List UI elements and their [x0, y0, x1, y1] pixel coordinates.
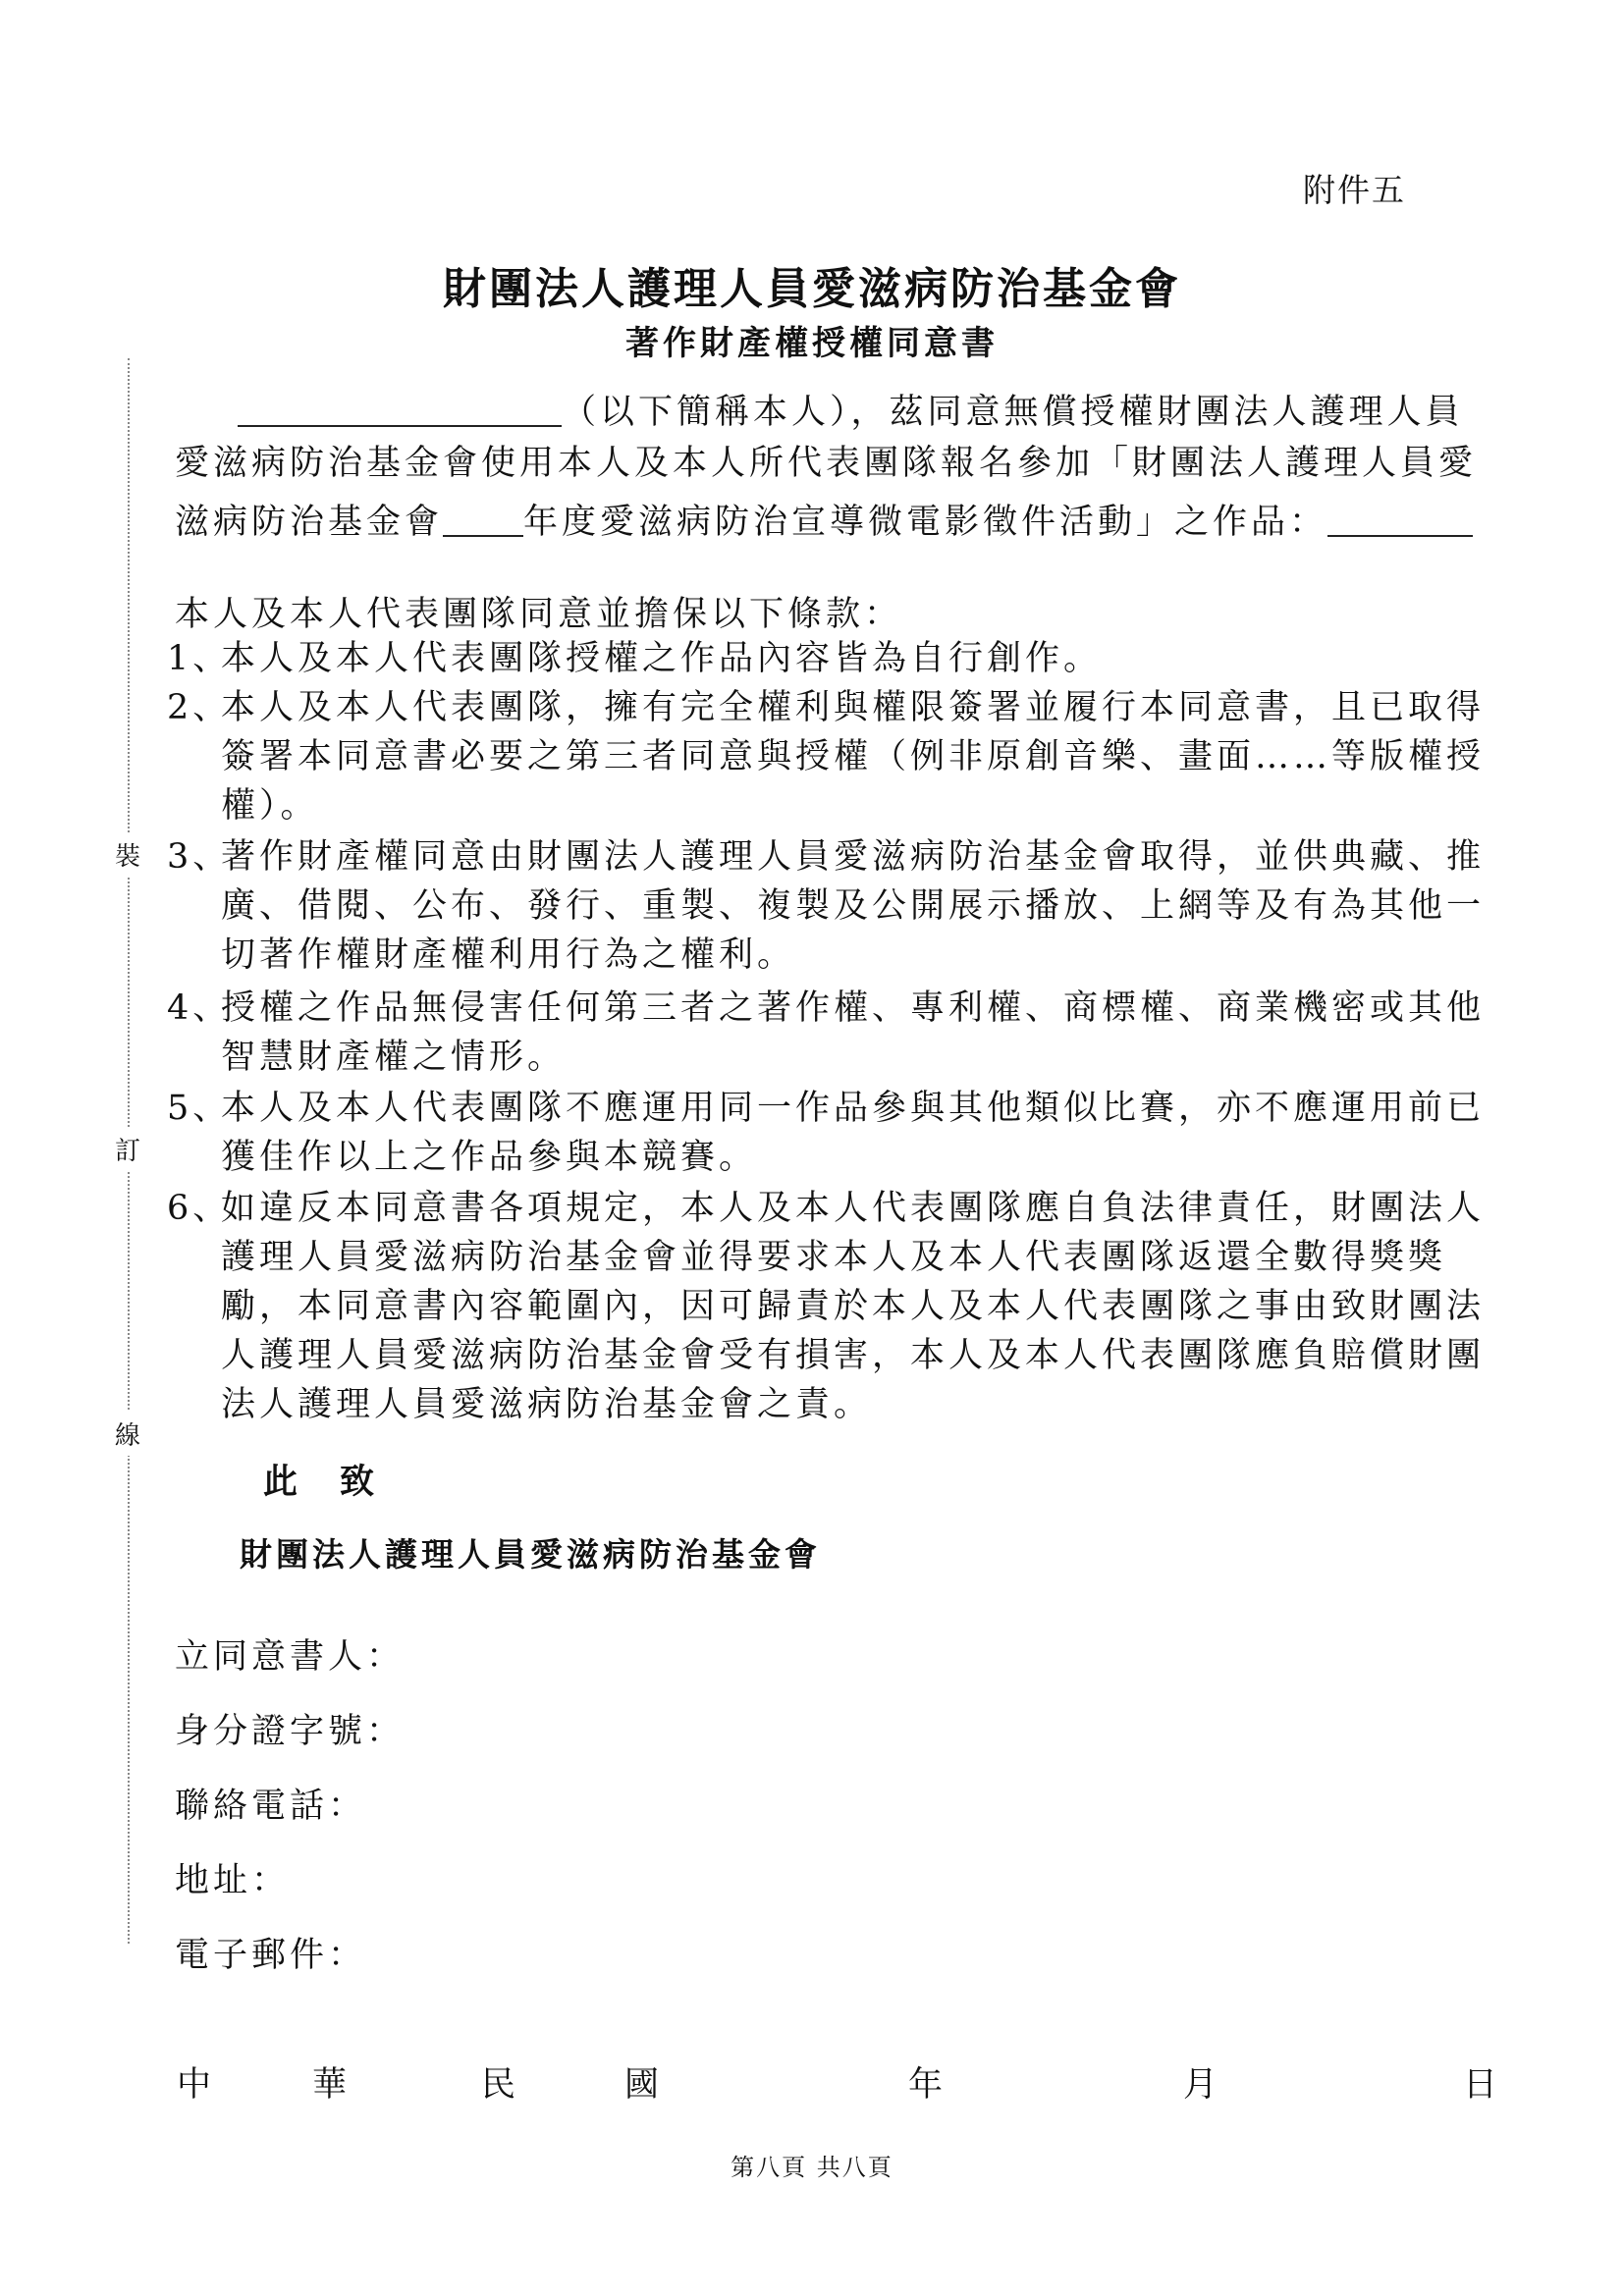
term-number: 3、 — [167, 837, 232, 877]
work-title-blank[interactable] — [1327, 506, 1473, 537]
intro-line-3-part2: 年度愛滋病防治宣導微電影徵件活動」之作品： — [523, 503, 1328, 542]
document-title: 財團法人護理人員愛滋病防治基金會 — [443, 264, 1181, 314]
term-item-5 — [167, 1084, 1492, 1182]
name-blank[interactable] — [238, 396, 562, 427]
recipient-name: 財團法人護理人員愛滋病防治基金會 — [240, 1535, 821, 1574]
term-item-3 — [167, 832, 1492, 980]
date-char-guo: 國 — [624, 2065, 660, 2105]
intro-line-3-part1: 滋病防治基金會 — [175, 503, 444, 542]
date-day-label: 日 — [1463, 2065, 1498, 2105]
id-number-field-label: 身分證字號： — [175, 1712, 406, 1751]
date-char-min: 民 — [481, 2065, 516, 2105]
terms-heading: 本人及本人代表團隊同意並擔保以下條款： — [175, 595, 903, 634]
date-year-label: 年 — [908, 2065, 944, 2105]
term-item-6 — [167, 1184, 1492, 1429]
address-field-label: 地址： — [175, 1861, 291, 1900]
term-number: 4、 — [167, 988, 232, 1028]
email-field-label: 電子郵件： — [175, 1936, 367, 1975]
term-text: 授權之作品無侵害任何第三者之著作權、專利權、商標權、商業機密或其他智慧財產權之情形。 — [221, 988, 1486, 1077]
term-text: 本人及本人代表團隊不應運用同一作品參與其他類似比賽，亦不應運用前已獲佳作以上之作品參與本競賽。 — [221, 1089, 1486, 1177]
document-subtitle: 著作財產權授權同意書 — [625, 324, 999, 363]
intro-line-3 — [175, 495, 1473, 544]
term-item-4 — [167, 984, 1492, 1082]
salutation: 此 致 — [263, 1462, 379, 1502]
intro-line-1 — [238, 385, 1464, 434]
binding-char-ding: 訂 — [115, 1127, 140, 1171]
binding-char-zhuang: 裝 — [115, 832, 140, 877]
attachment-label: 附件五 — [1303, 171, 1406, 209]
page-number: 第八頁 共八頁 — [731, 2154, 893, 2181]
intro-line-1-text: （以下簡稱本人），茲同意無償授權財團法人護理人員 — [562, 393, 1464, 432]
term-text: 本人及本人代表團隊，擁有完全權利與權限簽署並履行本同意書，且已取得簽署本同意書必要之第三者同意與授權（例非原創音樂、畫面……等版權授權）。 — [221, 688, 1486, 826]
binding-char-xian: 線 — [115, 1412, 140, 1456]
term-number: 5、 — [167, 1089, 232, 1128]
phone-field-label: 聯絡電話： — [175, 1787, 367, 1826]
term-item-2 — [167, 683, 1492, 830]
term-text: 本人及本人代表團隊授權之作品內容皆為自行創作。 — [221, 639, 1103, 678]
date-char-zhong: 中 — [177, 2065, 212, 2105]
term-text: 著作財產權同意由財團法人護理人員愛滋病防治基金會取得，並供典藏、推廣、借閱、公布、發行、重製、複製及公開展示播放、上網等及有為其他一切著作權財產權利用行為之權利。 — [221, 837, 1486, 975]
term-item-1 — [167, 634, 1492, 683]
date-month-label: 月 — [1183, 2065, 1218, 2105]
term-number: 6、 — [167, 1189, 232, 1228]
signer-field-label: 立同意書人： — [175, 1637, 406, 1677]
intro-line-2: 愛滋病防治基金會使用本人及本人所代表團隊報名參加「財團法人護理人員愛 — [175, 444, 1478, 483]
date-char-hua: 華 — [312, 2065, 348, 2105]
year-blank[interactable] — [443, 506, 523, 537]
term-number: 2、 — [167, 688, 232, 727]
term-text: 如違反本同意書各項規定，本人及本人代表團隊應自負法律責任，財團法人護理人員愛滋病防治基金會並得要求本人及本人代表團隊返還全數得獎獎勵，本同意書內容範圍內，因可歸責於本人及本人代表團隊之事由致財團法人護理人員愛滋病防治基金會受有損害，本人及本人代表團隊應負賠償財團法人護理人員愛滋病防治基金會之責。 — [221, 1189, 1486, 1424]
term-number: 1、 — [167, 639, 232, 678]
